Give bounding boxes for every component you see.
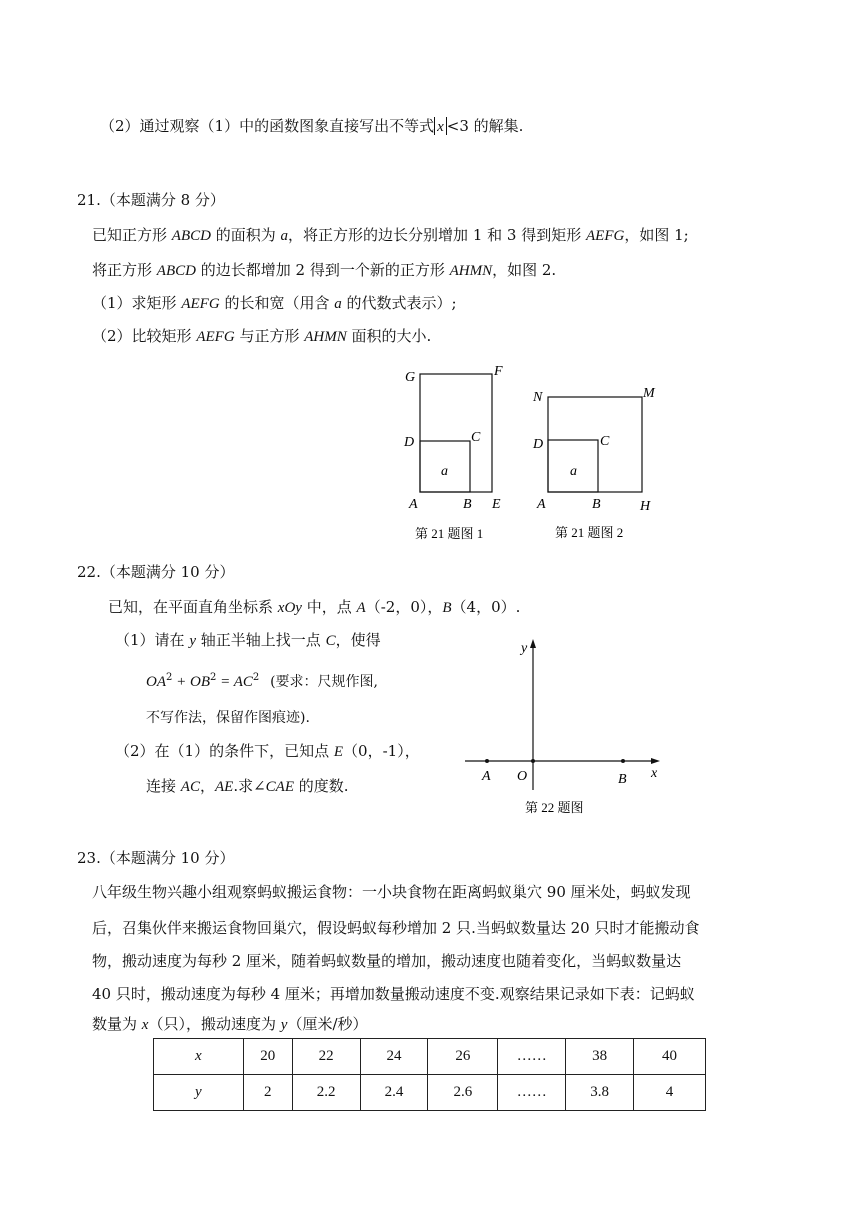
fig1-label-A: A <box>409 497 418 512</box>
table-cell: 38 <box>566 1039 634 1075</box>
fig2-caption: 第 21 题图 2 <box>555 525 624 540</box>
fig22-label-y: y <box>521 641 528 656</box>
fig22-label-B: B <box>618 772 627 787</box>
fig2-label-a: a <box>570 464 577 479</box>
table-cell: 26 <box>428 1039 498 1075</box>
fig22-caption: 第 22 题图 <box>525 800 584 815</box>
fig1-label-E: E <box>492 497 501 512</box>
fig1-label-G: G <box>405 370 416 385</box>
fig22-label-O: O <box>517 769 528 784</box>
point-B <box>621 759 625 763</box>
q23-line4: 40 只时，搬动速度为每秒 4 厘米；再增加数量搬动速度不变.观察结果记录如下表：记蚂蚁 <box>92 985 695 1003</box>
fig22-label-A: A <box>482 769 491 784</box>
fig1-label-B: B <box>463 497 472 512</box>
fig1-label-F: F <box>494 364 503 379</box>
figure-21-2 <box>530 380 680 545</box>
table-cell: 40 <box>634 1039 706 1075</box>
fig2-label-D: D <box>533 437 544 452</box>
table-cell: 2.4 <box>360 1075 428 1111</box>
q20-part2: （2）通过观察（1）中的函数图象直接写出不等式 x <3 的解集. <box>100 117 524 135</box>
fig1-caption: 第 21 题图 1 <box>415 526 484 541</box>
table-cell: 4 <box>634 1075 706 1111</box>
table-cell: x <box>154 1039 244 1075</box>
q23-line3: 物，搬动速度为每秒 2 厘米，随着蚂蚁数量的增加，搬动速度也随着变化，当蚂蚁数量达 <box>92 952 682 970</box>
q23-line5: 数量为 x（只），搬动速度为 y（厘米/秒） <box>92 1015 368 1033</box>
fig2-label-N: N <box>533 390 543 405</box>
point-A <box>485 759 489 763</box>
fig1-label-D: D <box>404 435 415 450</box>
q21-line1: 已知正方形 ABCD 的面积为 a，将正方形的边长分别增加 1 和 3 得到矩形 AEFG，如图 1; <box>92 226 689 244</box>
table-cell: 2.6 <box>428 1075 498 1111</box>
fig2-label-M: M <box>643 386 655 401</box>
table-cell: …… <box>498 1075 566 1111</box>
q21-line2: 将正方形 ABCD 的边长都增加 2 得到一个新的正方形 AHMN，如图 2. <box>92 261 557 279</box>
fig2-label-B: B <box>592 497 601 512</box>
table-cell: 3.8 <box>566 1075 634 1111</box>
abs-var: x <box>437 119 444 135</box>
q23-line1: 八年级生物兴趣小组观察蚂蚁搬运食物：一小块食物在距离蚂蚁巢穴 90 厘米处，蚂蚁发现 <box>92 883 691 901</box>
figure-21-1 <box>395 360 525 545</box>
q21-part1: （1）求矩形 AEFG 的长和宽（用含 a 的代数式表示）; <box>92 294 457 312</box>
table-cell: 22 <box>292 1039 360 1075</box>
fig2-label-A: A <box>537 497 546 512</box>
q22-part2: （2）在（1）的条件下，已知点 E（0，-1）， <box>115 742 420 760</box>
q22-equation: $OA^2 + OB^2 = AC^2$ (要求：尺规作图, <box>146 672 378 690</box>
table-cell: 2 <box>243 1075 292 1111</box>
fig1-label-a: a <box>441 464 448 479</box>
q22-part1: （1）请在 y 轴正半轴上找一点 C，使得 <box>115 631 381 649</box>
table-cell: y <box>154 1075 244 1111</box>
point-O <box>531 759 535 763</box>
q21-heading: 21.（本题满分 8 分） <box>77 191 225 209</box>
q22-line1: 已知，在平面直角坐标系 xOy 中，点 A（-2，0），B（4，0）. <box>108 598 521 616</box>
q22-part1-cont: 不写作法，保留作图痕迹). <box>146 710 310 726</box>
table-row <box>154 1075 706 1111</box>
table-cell: 2.2 <box>292 1075 360 1111</box>
fig1-label-C: C <box>471 430 481 445</box>
q22-part2-cont: 连接 AC，AE.求∠CAE 的度数. <box>146 777 349 795</box>
fig2-label-H: H <box>640 499 651 514</box>
q23-heading: 23.（本题满分 10 分） <box>77 849 235 867</box>
q22-heading: 22.（本题满分 10 分） <box>77 563 235 581</box>
fig2-label-C: C <box>600 434 610 449</box>
table-cell: 20 <box>243 1039 292 1075</box>
table-row <box>154 1039 706 1075</box>
fig22-label-x: x <box>651 766 658 781</box>
q23-line2: 后，召集伙伴来搬运食物回巢穴，假设蚂蚁每秒增加 2 只.当蚂蚁数量达 20 只时才能搬动食 <box>92 919 700 937</box>
table-cell: 24 <box>360 1039 428 1075</box>
figure-22 <box>460 635 680 820</box>
ant-speed-table <box>153 1038 706 1111</box>
table-cell: …… <box>498 1039 566 1075</box>
q21-part2: （2）比较矩形 AEFG 与正方形 AHMN 面积的大小. <box>92 327 432 345</box>
